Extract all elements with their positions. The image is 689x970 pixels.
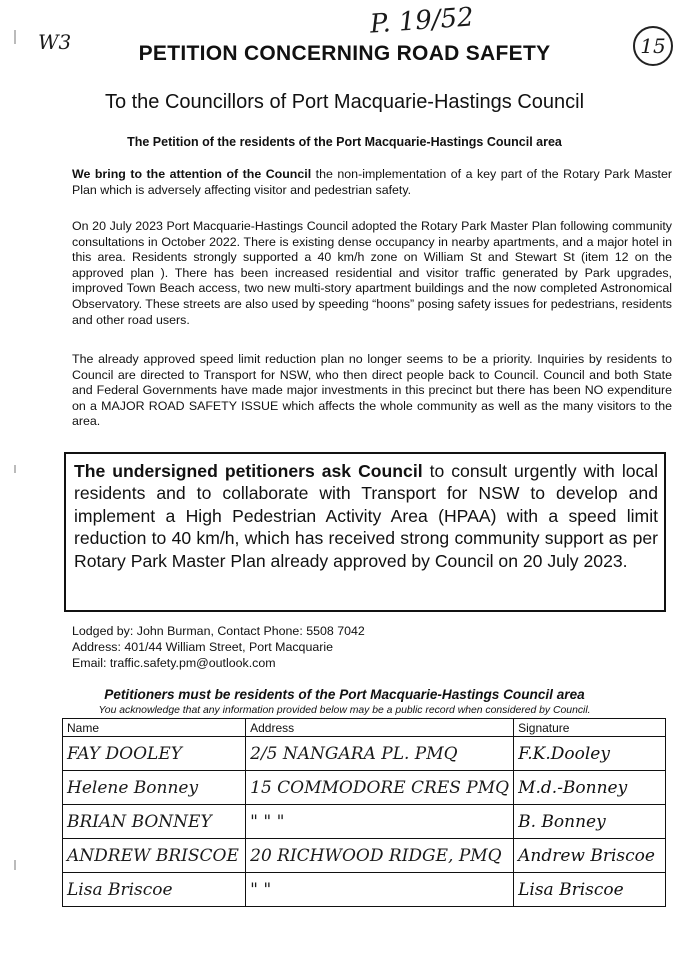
request-text: to consult urgently with local residents and to collaborate with Transport for NSW to develop and implement a High Pedestrian Activity Area (HPAA) with a speed limit reduction to 40 km/h, which has received strong community support as per Rotary Park Master Plan already approved by Council on 20 July 2023. [74, 461, 659, 571]
table-header-row [63, 719, 666, 737]
table-row [63, 839, 666, 873]
addressee: To the Councillors of Port Macquarie-Hastings Council [104, 91, 585, 113]
petitioner-address: 2/5 NANGARA PL. PMQ [246, 737, 514, 771]
margin-mark [14, 465, 16, 473]
table-row [63, 873, 666, 907]
petition-request-box [64, 452, 666, 612]
request-bold: The undersigned petitioners ask Council [74, 461, 423, 481]
table-row [63, 805, 666, 839]
petitioner-signature: F.K.Dooley [514, 737, 666, 771]
table-row [63, 771, 666, 805]
document-title: PETITION CONCERNING ROAD SAFETY [138, 42, 551, 65]
circled-number: 15 [633, 26, 673, 66]
petitioner-address: 20 RICHWOOD RIDGE, PMQ [246, 839, 514, 873]
paragraph-issue: The already approved speed limit reduction plan no longer seems to be a priority. Inquiries by residents to Council are directed to Transport for NSW, who then direct people back to Council. Council and both State and Federal Governments have made major investments in this precinct but there has been NO expenditure on a MAJOR ROAD SAFETY ISSUE which affects the whole community as well as the many visitors to the area. [72, 352, 672, 429]
header-name: Name [63, 719, 246, 737]
petitioner-address: " " [246, 873, 514, 907]
public-record-notice: You acknowledge that any information provided below may be a public record when considered by Council. [98, 705, 591, 716]
lodged-email: Email: traffic.safety.pm@outlook.com [72, 656, 276, 670]
petitioner-address: " " " [246, 805, 514, 839]
handwritten-note-w3: W3 [38, 30, 72, 54]
lodged-address: Address: 401/44 William Street, Port Macquarie [72, 640, 334, 654]
petitioner-signature: B. Bonney [514, 805, 666, 839]
margin-mark [14, 860, 16, 870]
paragraph-intro [72, 167, 672, 198]
petitioners-table [62, 718, 666, 907]
residency-requirement: Petitioners must be residents of the Port Macquarie-Hastings Council area [104, 687, 585, 702]
intro-text: the non-implementation of a key part of the Rotary Park Master Plan which is adversely affecting visitor and pedestrian safety. [72, 167, 673, 197]
petitioner-signature: Andrew Briscoe [514, 839, 666, 873]
table-row [63, 737, 666, 771]
handwritten-page-number: P. 19/52 [369, 2, 475, 40]
petitioner-name: Helene Bonney [63, 771, 246, 805]
header-address: Address [246, 719, 514, 737]
petitioner-signature: M.d.-Bonney [514, 771, 666, 805]
lodged-by: Lodged by: John Burman, Contact Phone: 5508 7042 [72, 624, 365, 638]
petitioner-name: FAY DOOLEY [63, 737, 246, 771]
petitioner-signature: Lisa Briscoe [514, 873, 666, 907]
petitioner-address: 15 COMMODORE CRES PMQ [246, 771, 514, 805]
intro-bold: We bring to the attention of the Council [72, 167, 312, 181]
petition-of: The Petition of the residents of the Port Macquarie-Hastings Council area [127, 135, 562, 149]
petitioner-name: ANDREW BRISCOE [63, 839, 246, 873]
paragraph-background: On 20 July 2023 Port Macquarie-Hastings Council adopted the Rotary Park Master Plan following community consultations in October 2022. There is existing dense occupancy in nearby apartments, and a major hotel in this area. Residents strongly supported a 40 km/h zone on William St and Stewart St (item 12 on the approved plan ). There has been increased residential and visitor traffic generated by Park upgrades, improved Town Beach access, two new multi-story apartment buildings and the now completed Astronomical Observatory. These streets are also used by speeding “hoons” posing safety issues for pedestrians, residents and other road users. [72, 219, 672, 327]
petitioner-name: BRIAN BONNEY [63, 805, 246, 839]
petitioner-name: Lisa Briscoe [63, 873, 246, 907]
header-signature: Signature [514, 719, 666, 737]
lodged-details [72, 623, 365, 671]
